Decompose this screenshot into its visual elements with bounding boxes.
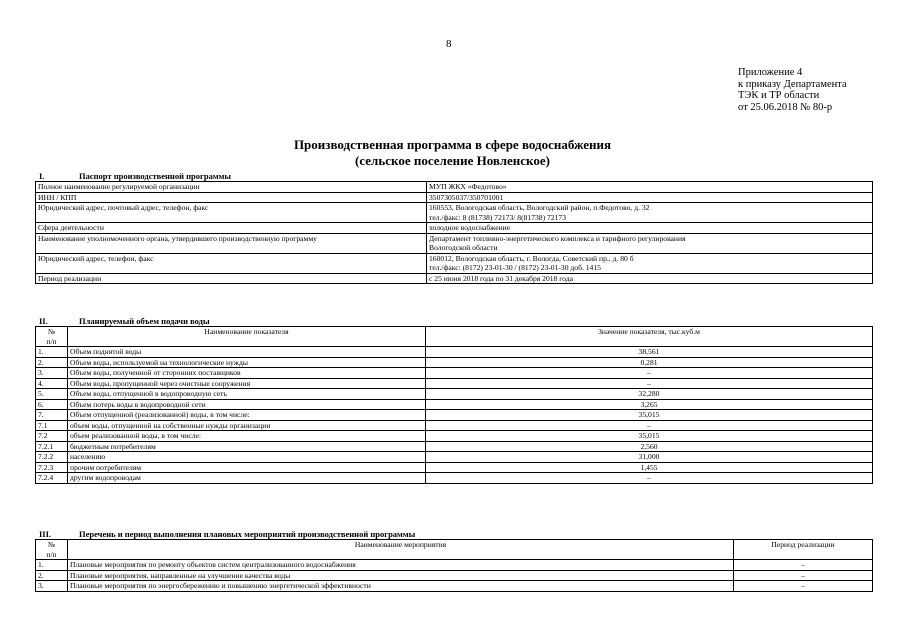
- value-line: Вологодской области: [429, 243, 498, 252]
- cell-num: 7.: [36, 410, 68, 421]
- appendix-line: Приложение 4: [738, 67, 803, 78]
- cell-value: холодное водоснабжение: [427, 223, 873, 234]
- cell-name: Объем воды, полученной от сторонних поставщиков: [68, 368, 426, 379]
- cell-name: Плановые мероприятия, направленные на улучшение качества воды: [68, 570, 734, 581]
- cell-value: 32,280: [426, 389, 873, 400]
- table-row: [36, 570, 873, 581]
- header-name: Наименование мероприятия: [68, 540, 734, 560]
- cell-name: объем реализованной воды, в том числе:: [68, 431, 426, 442]
- section2-heading: [36, 316, 210, 326]
- table-row: [36, 410, 873, 421]
- cell-value: МУП ЖКХ «Федотово»: [427, 182, 873, 193]
- measures-table: [35, 539, 873, 592]
- cell-value: 1,455: [426, 462, 873, 473]
- header-num: [36, 327, 68, 347]
- cell-name: Объем потерь воды в водопроводной сети: [68, 399, 426, 410]
- cell-name: Объем воды, пропущенной через очистные сооружения: [68, 378, 426, 389]
- table-row: [36, 431, 873, 442]
- section3-heading: [36, 529, 415, 539]
- page-number: 8: [446, 38, 452, 50]
- cell-value: [427, 253, 873, 273]
- cell-name: другим водопроводам: [68, 473, 426, 484]
- cell-value: –: [426, 420, 873, 431]
- header-row: [36, 540, 873, 560]
- cell-label: Период реализации: [36, 273, 427, 284]
- header-num-line: п/п: [46, 549, 57, 559]
- cell-num: 7.2.3: [36, 462, 68, 473]
- header-num: [36, 540, 68, 560]
- cell-value: [427, 203, 873, 223]
- table-row: [36, 253, 873, 273]
- table-row: [36, 182, 873, 193]
- cell-label: ИНН / КПП: [36, 192, 427, 203]
- value-line: 160553, Вологодская область, Вологодский район, п.Федотово, д. 32: [429, 203, 650, 212]
- table-row: [36, 399, 873, 410]
- cell-period: –: [734, 560, 873, 571]
- table-row: [36, 473, 873, 484]
- table-row: [36, 441, 873, 452]
- cell-num: 7.2: [36, 431, 68, 442]
- section-title: Планируемый объем подачи воды: [79, 316, 210, 326]
- cell-value: 0,281: [426, 357, 873, 368]
- table-row: [36, 368, 873, 379]
- table-row: [36, 378, 873, 389]
- cell-name: населению: [68, 452, 426, 463]
- header-num-line: №: [47, 327, 56, 336]
- cell-num: 6.: [36, 399, 68, 410]
- cell-value: с 25 июня 2018 года по 31 декабря 2018 года: [427, 273, 873, 284]
- cell-value: –: [426, 368, 873, 379]
- cell-num: 7.2.2: [36, 452, 68, 463]
- header-name: Наименование показателя: [68, 327, 426, 347]
- cell-name: Плановые мероприятия по ремонту объектов систем централизованного водоснабжения: [68, 560, 734, 571]
- section-number: III.: [39, 529, 52, 539]
- cell-value: 35,015: [426, 410, 873, 421]
- appendix-line: ТЭК и ТР области: [738, 90, 820, 102]
- value-line: тел./факс: 8 (81738) 72173/ 8(81738) 72173: [429, 212, 567, 222]
- cell-name: Объем воды, отпущенной в водопроводную сеть: [68, 389, 426, 400]
- cell-value: 2,560: [426, 441, 873, 452]
- section-title: Паспорт производственной программы: [79, 171, 232, 181]
- cell-num: 4.: [36, 378, 68, 389]
- cell-value: 38,561: [426, 347, 873, 358]
- document-title: Производственная программа в сфере водоснабжения: [293, 137, 612, 152]
- cell-label: Наименование уполномоченного органа, утвердившего производственную программу: [36, 233, 427, 253]
- appendix-line: от 25.06.2018 № 80-р: [738, 101, 833, 113]
- cell-num: 7.1: [36, 420, 68, 431]
- table-row: [36, 223, 873, 234]
- cell-num: 3.: [36, 368, 68, 379]
- document-subtitle: (сельское поселение Новленское): [355, 153, 550, 168]
- cell-period: –: [734, 570, 873, 581]
- table-row: [36, 233, 873, 253]
- table-row: [36, 560, 873, 571]
- header-value: Значение показателя, тыс.куб.м: [426, 327, 873, 347]
- cell-value: 3507305037/350701001: [427, 192, 873, 203]
- water-volume-table: [35, 326, 873, 484]
- table-row: [36, 389, 873, 400]
- cell-name: Плановые мероприятия по энергосбережению и повышению энергетической эффективности: [68, 581, 734, 592]
- cell-num: 2.: [36, 570, 68, 581]
- cell-name: Объем отпущенной (реализованной) воды, в том числе:: [68, 410, 426, 421]
- cell-name: прочим потребителям: [68, 462, 426, 473]
- cell-label: Юридический адрес, телефон, факс: [36, 253, 427, 273]
- cell-name: бюджетным потребителям: [68, 441, 426, 452]
- passport-table: [35, 181, 873, 284]
- cell-value: 35,015: [426, 431, 873, 442]
- section-number: II.: [39, 316, 48, 326]
- cell-name: объем воды, отпущенной на собственные нужды организации: [68, 420, 426, 431]
- cell-value: –: [426, 473, 873, 484]
- section-number: I.: [39, 171, 45, 181]
- header-period: Период реализации: [734, 540, 873, 560]
- cell-value: [427, 233, 873, 253]
- header-num-line: №: [47, 540, 56, 549]
- table-row: [36, 203, 873, 223]
- value-line: 160012, Вологодская область, г. Вологда, Советский пр., д. 80 б: [429, 253, 634, 263]
- cell-value: –: [426, 378, 873, 389]
- table-row: [36, 192, 873, 203]
- cell-label: Сфера деятельности: [36, 223, 427, 234]
- value-line: тел./факс: (8172) 23-01-30 / (8172) 23-01-30 доб. 1415: [429, 263, 601, 272]
- cell-num: 2.: [36, 357, 68, 368]
- cell-num: 1.: [36, 347, 68, 358]
- table-row: [36, 452, 873, 463]
- table-row: [36, 357, 873, 368]
- cell-num: 3.: [36, 581, 68, 592]
- table-row: [36, 462, 873, 473]
- cell-name: Объем воды, используемой на технологические нужды: [68, 357, 426, 368]
- cell-label: Полное наименование регулируемой организации: [36, 182, 427, 193]
- section-title: Перечень и период выполнения плановых мероприятий производственной программы: [79, 529, 416, 539]
- cell-period: –: [734, 581, 873, 592]
- table-row: [36, 581, 873, 592]
- cell-value: 31,000: [426, 452, 873, 463]
- value-line: Департамент топливно-энергетического комплекса и тарифного регулирования: [429, 233, 686, 243]
- table-row: [36, 420, 873, 431]
- table-row: [36, 273, 873, 284]
- section1-heading: [36, 171, 231, 181]
- header-row: [36, 327, 873, 347]
- appendix-block: [738, 67, 847, 113]
- appendix-line: к приказу Департамента: [738, 78, 847, 90]
- cell-num: 7.2.1: [36, 441, 68, 452]
- table-row: [36, 347, 873, 358]
- cell-num: 7.2.4: [36, 473, 68, 484]
- cell-label: Юридический адрес, почтовый адрес, телефон, факс: [36, 203, 427, 223]
- cell-num: 1.: [36, 560, 68, 571]
- cell-name: Объем поднятой воды: [68, 347, 426, 358]
- cell-num: 5.: [36, 389, 68, 400]
- header-num-line: п/п: [46, 336, 57, 346]
- cell-value: 3,265: [426, 399, 873, 410]
